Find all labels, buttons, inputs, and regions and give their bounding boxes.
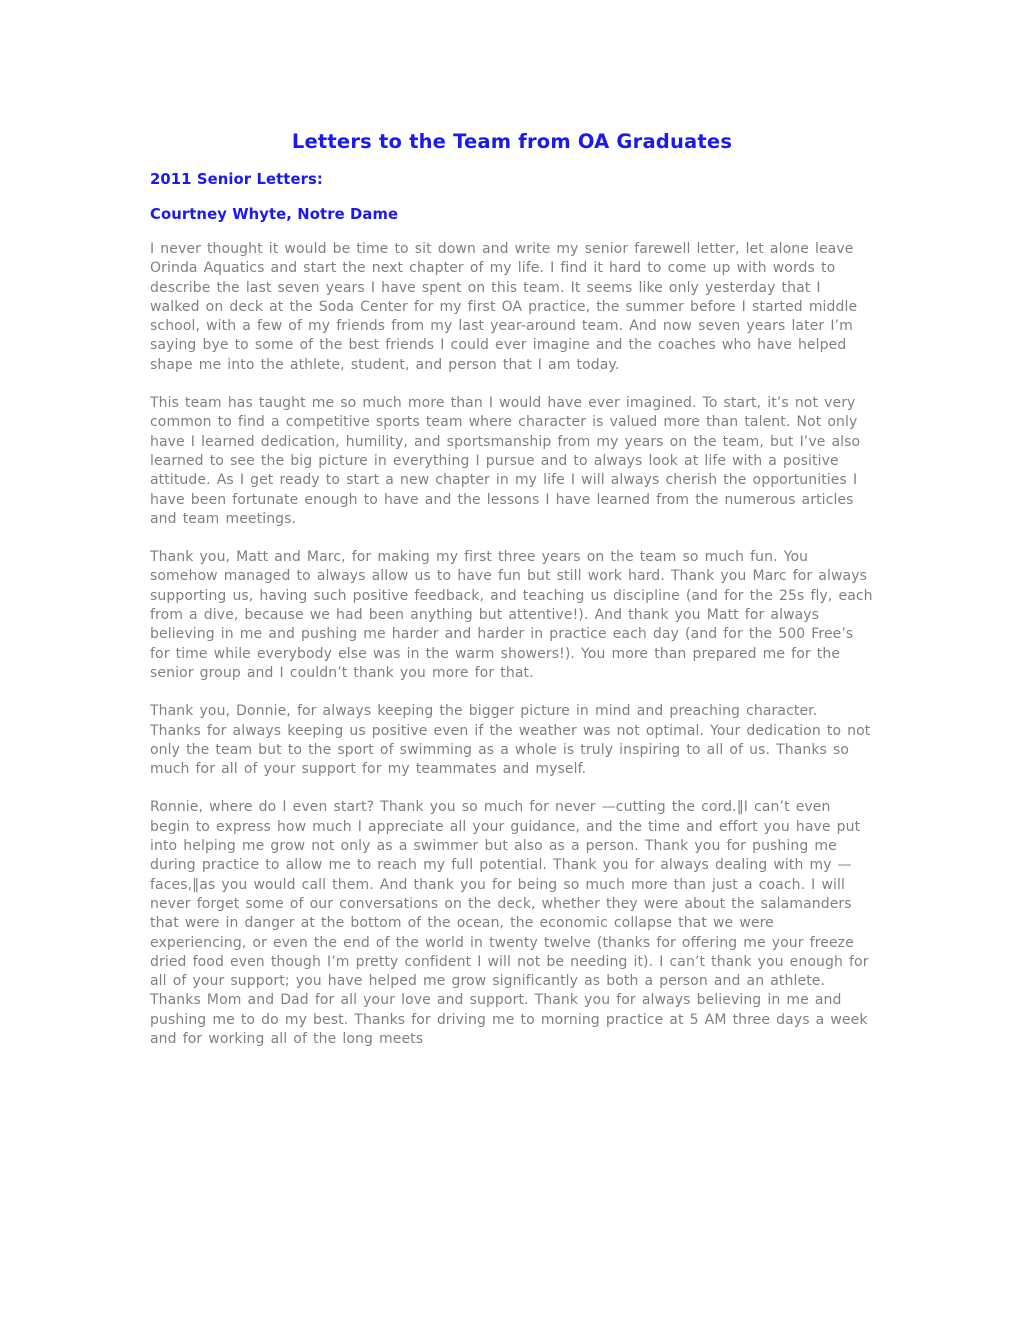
letter-paragraph: Thank you, Donnie, for always keeping the bigger picture in mind and preaching character. Thanks for always keeping us positive even if the weather was not optimal. Your dedication to not only the team but to the sport of swimming as a whole is truly inspiring to all of us. Thanks so much for all of your support for my teammates and myself. [150, 703, 871, 778]
page-title: Letters to the Team from OA Graduates [291, 130, 733, 153]
letter-paragraph: I never thought it would be time to sit down and write my senior farewell letter, let alone leave Orinda Aquatics and start the next chapter of my life. I find it hard to come up with words to describe the last seven years I have spent on this team. It seems like only yesterday that I walked on deck at the Soda Center for my first OA practice, the summer before I started middle school, with a few of my friends from my last year-around team. And now seven years later I’m saying bye to some of the best friends I could ever imagine and the coaches who have helped shape me into the athlete, student, and person that I am today. [150, 241, 858, 373]
letter-paragraph: Ronnie, where do I even start? Thank you so much for never —cutting the cord.‖I can’t even begin to express how much I appreciate all your guidance, and the time and effort you have put into helping me grow not only as a swimmer but also as a person. Thank you for pushing me during practice to allow me to reach my full potential. Thank you for always dealing with my —faces,‖as you would call them. And thank you for being so much more than just a coach. I will never forget some of our conversations on the deck, whether they were about the salamanders that were in danger at the bottom of the ocean, the economic collapse that we were experiencing, or even the end of the world in twenty twelve (thanks for offering me your freeze dried food even though I’m pretty confident I will not be needing it). I can’t thank you enough for all of your support; you have helped me grow significantly as both a person and an athlete. Thanks Mom and Dad for all your love and support. Thank you for always believing in me and pushing me to do my best. Thanks for driving me to morning practice at 5 AM three days a week and for working all of the long meets [150, 799, 869, 1047]
document-page [150, 128, 874, 1068]
letter-body [150, 240, 874, 1049]
letter-paragraph: This team has taught me so much more than I would have ever imagined. To start, it’s not very common to find a competitive sports team where character is valued more than talent. Not only have I learned dedication, humility, and sportsmanship from my years on the team, but I’ve also learned to see the big picture in everything I pursue and to always look at life with a positive attitude. As I get ready to start a new chapter in my life I will always cherish the opportunities I have been fortunate enough to have and the lessons I have learned from the numerous articles and team meetings. [150, 395, 861, 527]
letter-author-heading: Courtney Whyte, Notre Dame [150, 206, 399, 223]
letter-paragraph: Thank you, Matt and Marc, for making my first three years on the team so much fun. You somehow managed to always allow us to have fun but still work hard. Thank you Marc for always supporting us, having such positive feedback, and teaching us discipline (and for the 25s fly, each from a dive, because we had been anything but attentive!). And thank you Matt for always believing in me and pushing me harder and harder in practice each day (and for the 500 Free’s for time while everybody else was in the warm showers!). You more than prepared me for the senior group and I couldn’t thank you more for that. [150, 549, 873, 681]
section-heading: 2011 Senior Letters: [150, 171, 323, 188]
